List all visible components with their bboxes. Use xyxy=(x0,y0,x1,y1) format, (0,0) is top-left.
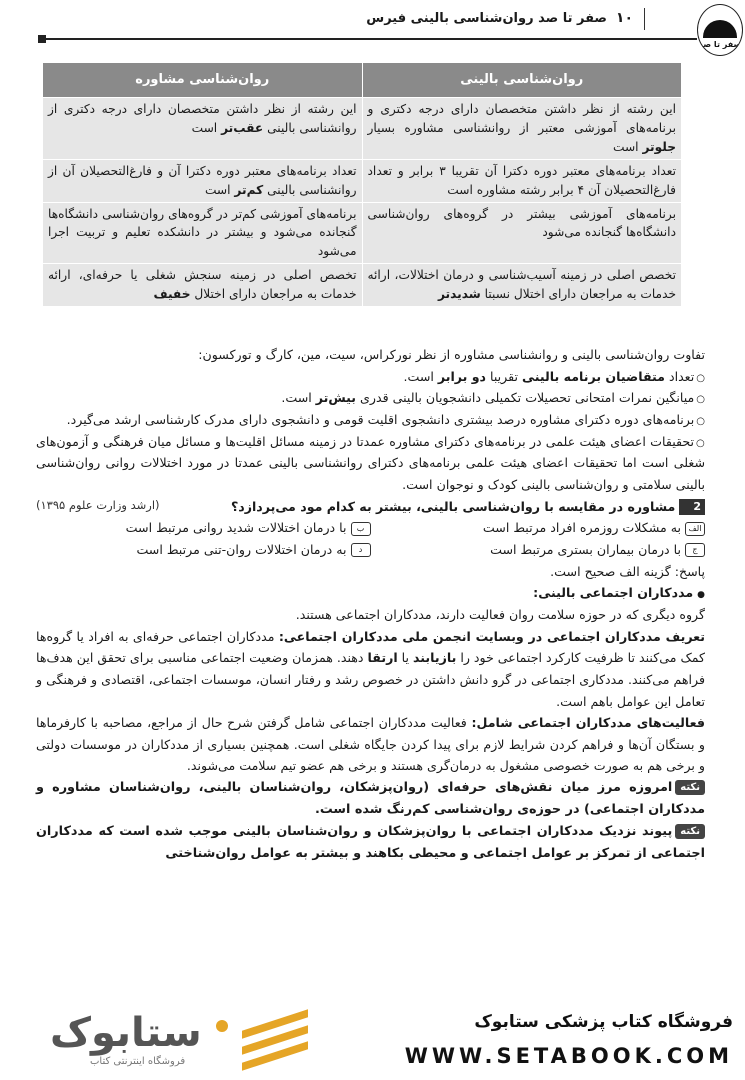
watermark-footer xyxy=(0,1000,745,1080)
list-item: ○ میانگین نمرات امتحانی تحصیلات تکمیلی دانشجویان بالینی قدری بیش‌تر است. xyxy=(36,387,705,409)
table-row xyxy=(43,202,682,264)
question-source: (ارشد وزارت علوم ۱۳۹۵) xyxy=(36,497,160,512)
umbrella-icon xyxy=(703,20,737,38)
body-text xyxy=(36,344,705,865)
option-key: د xyxy=(351,543,371,557)
store-name: فروشگاه کتاب پزشکی ستابوک xyxy=(474,1012,733,1032)
note: نکتهامروزه مرز میان نقش‌های حرفه‌ای (روان‌پزشکان، روان‌شناسان بالینی، روان‌شناسان مشاوره و مددکاران اجتماعی) در حوزه‌ی روان‌شناسی کم‌رنگ شده است. xyxy=(36,780,705,818)
header-rule-end xyxy=(38,35,46,43)
option-a: الفبه مشکلات روزمره افراد مرتبط است xyxy=(371,517,706,539)
page-number: ۱۰ xyxy=(615,10,633,26)
table-cell-clinical: این رشته از نظر داشتن متخصصان دارای درجه دکتری و برنامه‌های آموزشی معتبر از روانشناسی مشاوره بسیار جلوتر است xyxy=(362,98,682,160)
logo-text: صفر تا صد xyxy=(698,40,742,49)
option-key: ب xyxy=(351,522,371,536)
answer: پاسخ: گزینه الف صحیح است. xyxy=(550,563,705,579)
book-title: صفر تا صد روان‌شناسی بالینی فیرس xyxy=(366,11,607,26)
brand-subtitle: فروشگاه اینترنتی کتاب xyxy=(90,1056,186,1067)
question-number: 2 xyxy=(679,499,705,515)
header-rule xyxy=(42,38,697,40)
table-cell-counseling: برنامه‌های آموزشی کم‌تر در گروه‌های روان‌شناسی دانشگاه‌ها گنجانده می‌شود و بیشتر در دانشکده تعلیم و تربیت اجرا می‌شود xyxy=(43,202,363,264)
table-cell-clinical: برنامه‌های آموزشی بیشتر در گروه‌های روان‌شناسی دانشگاه‌ها گنجانده می‌شود xyxy=(362,202,682,264)
table-cell-clinical: تخصص اصلی در زمینه آسیب‌شناسی و درمان اختلالات، ارائه خدمات به مراجعان دارای اختلال نسبتا شدیدتر xyxy=(362,264,682,307)
column-header-counseling: روان‌شناسی مشاوره xyxy=(43,63,363,98)
list-item: ○ تحقیقات اعضای هیئت علمی در برنامه‌های دکترای مشاوره عمدتا در زمینه مسائل اقلیت‌ها و مسائل میان فرهنگی و آزمون‌های شغلی است اما تحقیقات اعضای هیئت علمی برنامه‌های دکترای روانشناسی بالینی عمدتا در مورد اختلالات روانی روان‌شناسی بالینی سلامتی و روان‌شناسی بالینی کودک و نوجوان است. xyxy=(36,431,705,496)
table-header-row xyxy=(43,63,682,98)
option-b: ببا درمان اختلالات شدید روانی مرتبط است xyxy=(36,517,371,539)
comparison-table xyxy=(42,62,682,307)
section-title: ● مددکاران اجتماعی بالینی: xyxy=(36,582,705,604)
note-badge: نکته xyxy=(675,824,705,839)
table-cell-clinical: تعداد برنامه‌های معتبر دوره دکترا آن تقریبا ۳ برابر و تعداد فارغ‌التحصیلان آن ۴ برابر رشته مشاوره است xyxy=(362,159,682,202)
brand-dot-icon xyxy=(216,1020,228,1032)
option-c: جبا درمان بیماران بستری مرتبط است xyxy=(371,539,706,561)
table-row xyxy=(43,159,682,202)
option-d: دبه درمان اختلالات روان-تنی مرتبط است xyxy=(36,539,371,561)
publisher-logo xyxy=(697,4,743,56)
footer-fade xyxy=(0,930,745,1000)
note-badge: نکته xyxy=(675,780,705,795)
intro-paragraph: تفاوت روان‌شناسی بالینی و روانشناسی مشاوره از نظر نورکراس، سیت، مین، کارگ و تورکسون: xyxy=(198,347,705,362)
chevron-stack-icon xyxy=(242,1016,308,1068)
question-options xyxy=(36,517,705,560)
option-key: ج xyxy=(685,543,705,557)
column-header-clinical: روان‌شناسی بالینی xyxy=(362,63,682,98)
option-key: الف xyxy=(685,522,705,536)
paragraph: فعالیت‌های مددکاران اجتماعی شامل: فعالیت مددکاران اجتماعی شامل گرفتن شرح حال از مراجع، مصاحبه با کارفرماها و بستگان آن‌ها و فراهم کردن شرایط لازم برای پیدا کردن جایگاه شغلی است. همچنین بسیاری از مددکاران در موسسات دولتی و برخی هم به صورت خصوصی مشغول به درمان‌گری هستند و برخی هم عضو تیم سلامت می‌شوند. xyxy=(36,715,705,774)
table-row xyxy=(43,264,682,307)
brand-logo xyxy=(20,1010,320,1074)
table-row xyxy=(43,98,682,160)
header-divider xyxy=(644,8,645,30)
paragraph: تعریف مددکاران اجتماعی در وبسایت انجمن ملی مددکاران اجتماعی: مددکاران اجتماعی حرفه‌ای به افراد یا گروه‌ها کمک می‌کنند تا ظرفیت کارکرد اجتماعی خود را بازیابند یا ارتقا دهند. همزمان وضعیت اجتماعی مناسبی برای تحقق این هدف‌ها فراهم می‌کنند. مددکاری اجتماعی در گرو دانش داشتن در خصوص رشد و رفتار انسان، موسسات اجتماعی، اقتصادی و فرهنگی و تعامل این عوامل باهم است. xyxy=(35,628,705,709)
question xyxy=(36,496,705,518)
list-item: ○ تعداد متقاضیان برنامه بالینی تقریبا دو برابر است. xyxy=(36,366,705,388)
question-text: مشاوره در مقایسه با روان‌شناسی بالینی، بیشتر به کدام مود می‌پردازد؟ xyxy=(230,498,676,514)
table-cell-counseling: تعداد برنامه‌های معتبر دوره دکترا آن و فارغ‌التحصیلان آن از روانشناسی بالینی کم‌تر است xyxy=(43,159,363,202)
store-url[interactable]: WWW.SETABOOK.COM xyxy=(404,1044,733,1068)
brand-word: ستابوک xyxy=(50,1010,202,1056)
table-cell-counseling: تخصص اصلی در زمینه سنجش شغلی یا حرفه‌ای، ارائه خدمات به مراجعان دارای اختلال خفیف xyxy=(43,264,363,307)
paragraph: گروه دیگری که در حوزه سلامت روان فعالیت دارند، مددکاران اجتماعی هستند. xyxy=(295,606,705,622)
table-cell-counseling: این رشته از نظر داشتن متخصصان دارای درجه دکتری از روانشناسی بالینی عقب‌تر است xyxy=(43,98,363,160)
page-header xyxy=(0,0,745,52)
note: نکتهپیوند نزدیک مددکاران اجتماعی با روان‌پزشکان و روان‌شناسان بالینی موجب شده است که مددکاران اجتماعی از تمرکز بر عوامل اجتماعی و محیطی بکاهند و بیشتر به عوامل روان‌شناختی xyxy=(36,824,705,862)
list-item: ○ برنامه‌های دوره دکترای مشاوره درصد بیشتری دانشجوی اقلیت قومی و دانشجوی دارای مدرک کارشناسی ارشد می‌گیرد. xyxy=(36,409,705,431)
